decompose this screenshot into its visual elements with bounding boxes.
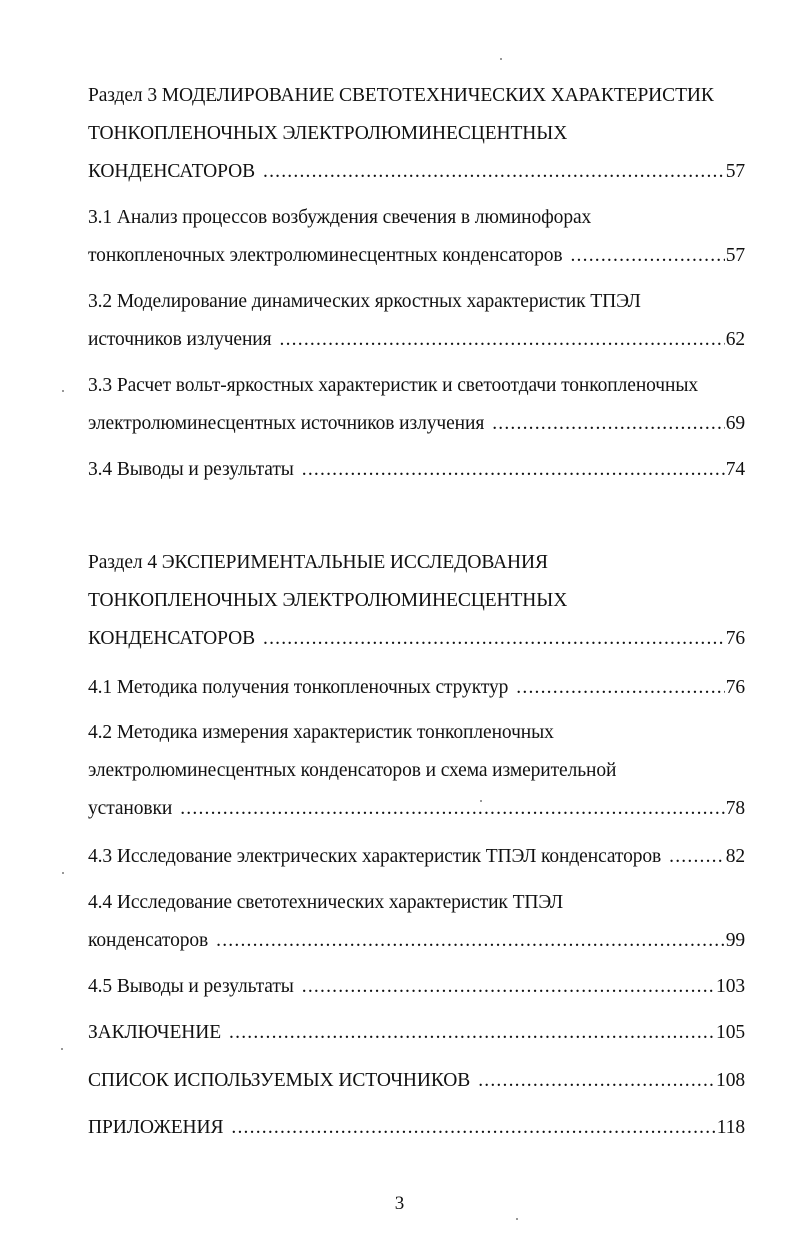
toc-item-4-4-line1: 4.4 Исследование светотехнических характеристик ТПЭЛ [88,892,564,913]
dot-leader [263,627,725,651]
toc-item-4-5-page: 103 [716,976,745,997]
toc-item-3-3-page: 69 [725,413,745,434]
toc-item-4-5 [88,975,745,999]
toc-item-3-4-page: 74 [725,459,745,480]
toc-item-3-2-line2: источников излучения [88,329,272,350]
toc-item-3-1 [88,244,745,268]
toc-references [88,1069,745,1093]
dot-leader [478,1069,715,1093]
dot-leader [302,458,725,482]
section3-page: 57 [725,161,745,182]
toc-item-4-2-line1: 4.2 Методика измерения характеристик тонкопленочных [88,722,554,743]
dot-leader [263,160,725,184]
toc-item-4-3 [88,845,745,869]
toc-item-3-4 [88,458,745,482]
toc-item-4-5-title: 4.5 Выводы и результаты [88,976,294,997]
dot-leader [180,797,724,821]
toc-item-3-2 [88,328,745,352]
dot-leader [216,929,725,953]
toc-item-4-1 [88,676,745,700]
toc-references-page: 108 [716,1070,745,1091]
toc-conclusion-page: 105 [716,1022,745,1043]
scan-speck [516,1218,518,1220]
toc-item-4-4-line2: конденсаторов [88,930,209,951]
scan-speck [61,1048,63,1050]
toc-appendices [88,1116,745,1140]
toc-item-4-2-line2: электролюминесцентных конденсаторов и схема измерительной [88,760,617,781]
toc-item-4-2 [88,797,745,821]
toc-item-3-1-page: 57 [725,245,745,266]
toc-appendices-page: 118 [716,1117,745,1138]
toc-item-4-2-page: 78 [725,798,745,819]
section4-heading-line2: ТОНКОПЛЕНОЧНЫХ ЭЛЕКТРОЛЮМИНЕСЦЕНТНЫХ [88,590,568,611]
scan-speck [500,58,502,60]
dot-leader [516,676,724,700]
toc-item-3-4-title: 3.4 Выводы и результаты [88,459,294,480]
toc-item-4-3-page: 82 [725,846,745,867]
section4-heading-entry [88,627,745,651]
section3-heading-entry [88,160,745,184]
section3-heading-line3: КОНДЕНСАТОРОВ [88,161,255,182]
dot-leader [492,412,724,436]
dot-leader [280,328,725,352]
scan-speck [62,872,64,874]
section4-heading-line3: КОНДЕНСАТОРОВ [88,628,255,649]
toc-item-4-2-line3: установки [88,798,173,819]
dot-leader [669,845,725,869]
section3-heading-line2: ТОНКОПЛЕНОЧНЫХ ЭЛЕКТРОЛЮМИНЕСЦЕНТНЫХ [88,123,568,144]
toc-item-4-4-page: 99 [725,930,745,951]
toc-item-3-3 [88,412,745,436]
toc-item-3-3-line2: электролюминесцентных источников излучения [88,413,485,434]
dot-leader [570,244,724,268]
toc-item-4-1-page: 76 [725,677,745,698]
scan-speck [480,800,482,802]
dot-leader [302,975,715,999]
dot-leader [231,1116,715,1140]
section4-page: 76 [725,628,745,649]
toc-item-3-2-line1: 3.2 Моделирование динамических яркостных характеристик ТПЭЛ [88,291,641,312]
toc-references-title: СПИСОК ИСПОЛЬЗУЕМЫХ ИСТОЧНИКОВ [88,1070,471,1091]
toc-item-4-3-title: 4.3 Исследование электрических характеристик ТПЭЛ конденсаторов [88,846,662,867]
toc-item-4-1-title: 4.1 Методика получения тонкопленочных структур [88,677,509,698]
page-number: 3 [394,1193,405,1214]
toc-item-3-3-line1: 3.3 Расчет вольт-яркостных характеристик и светоотдачи тонкопленочных [88,375,698,396]
dot-leader [229,1021,715,1045]
toc-item-3-1-line1: 3.1 Анализ процессов возбуждения свечения в люминофорах [88,207,592,228]
toc-item-3-2-page: 62 [725,329,745,350]
toc-conclusion [88,1021,745,1045]
toc-item-3-1-line2: тонкопленочных электролюминесцентных конденсаторов [88,245,563,266]
scan-speck [62,390,64,392]
toc-conclusion-title: ЗАКЛЮЧЕНИЕ [88,1022,222,1043]
toc-appendices-title: ПРИЛОЖЕНИЯ [88,1117,224,1138]
section3-heading-line1: Раздел 3 МОДЕЛИРОВАНИЕ СВЕТОТЕХНИЧЕСКИХ ХАРАКТЕРИСТИК [88,85,714,106]
section4-heading-line1: Раздел 4 ЭКСПЕРИМЕНТАЛЬНЫЕ ИССЛЕДОВАНИЯ [88,552,548,573]
toc-item-4-4 [88,929,745,953]
